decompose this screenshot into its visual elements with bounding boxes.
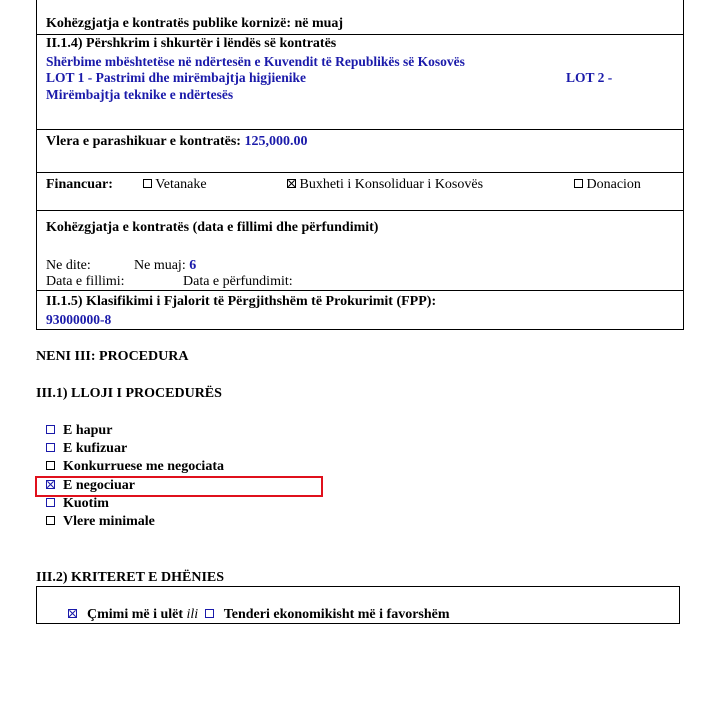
highlight-box — [35, 476, 323, 497]
checkbox-icon — [46, 498, 55, 507]
divider — [36, 129, 684, 130]
description-line: Shërbime mbështetëse në ndërtesën e Kuvendit të Republikës së Kosovës — [46, 54, 465, 69]
criteria-lowest-price: Çmimi më i ulët — [87, 607, 184, 622]
lot2-continuation: Mirëmbajtja teknike e ndërtesës — [46, 87, 234, 102]
checkbox-icon — [46, 443, 55, 452]
procedure-option-label: Vlere minimale — [63, 514, 155, 529]
award-criteria-row — [68, 607, 450, 623]
months-value: 6 — [189, 258, 197, 273]
criteria-or: ili — [186, 607, 199, 622]
procedure-option-kuotim[interactable] — [46, 496, 109, 512]
procedure-option-label: Kuotim — [63, 496, 109, 511]
procedure-option-vlere-minimale[interactable] — [46, 514, 155, 530]
estimated-value-row — [46, 134, 307, 150]
procedure-option-label: E hapur — [63, 423, 113, 438]
cpv-code: 93000000-8 — [46, 312, 112, 327]
checkbox-icon — [143, 179, 152, 188]
cpv-title: II.1.5) Klasifikimi i Fjalorit të Përgjithshëm të Prokurimit (FPP): — [46, 294, 437, 309]
checkbox-checked-icon — [287, 179, 296, 188]
checkbox-icon[interactable] — [205, 609, 214, 618]
procedure-option-label: E kufizuar — [63, 441, 128, 456]
framework-duration-label: Kohëzgjatja e kontratës publike kornizë: në muaj — [46, 16, 344, 31]
estimated-value: 125,000.00 — [244, 134, 308, 149]
end-date-label: Data e përfundimit: — [183, 274, 293, 289]
procedure-option-label: E negociuar — [63, 478, 135, 493]
fin-option-label: Donacion — [586, 177, 641, 192]
checkbox-icon — [46, 425, 55, 434]
procedure-option-konkurruese[interactable] — [46, 459, 224, 475]
procedure-heading: NENI III: PROCEDURA — [36, 349, 189, 364]
checkbox-icon — [574, 179, 583, 188]
checkbox-icon — [46, 516, 55, 525]
fin-option-label: Vetanake — [155, 177, 207, 192]
fin-option-donacion[interactable] — [574, 177, 641, 193]
criteria-most-favourable: Tenderi ekonomikisht më i favorshëm — [223, 607, 450, 622]
days-label: Ne dite: — [46, 258, 91, 273]
start-date-label: Data e fillimi: — [46, 274, 125, 289]
lot2-text: LOT 2 - — [566, 70, 613, 85]
divider — [36, 290, 684, 291]
lot1-text: LOT 1 - Pastrimi dhe mirëmbajtja higjienike — [46, 70, 306, 85]
procedure-option-e-kufizuar[interactable] — [46, 441, 127, 457]
award-criteria-heading: III.2) KRITERET E DHËNIES — [36, 570, 225, 585]
fin-option-vetanake[interactable] — [143, 177, 207, 193]
fin-option-buxheti[interactable] — [287, 177, 483, 193]
duration-title: Kohëzgjatja e kontratës (data e fillimi dhe përfundimit) — [46, 220, 379, 235]
checkbox-icon — [46, 461, 55, 470]
estimated-value-label: Vlera e parashikuar e kontratës: — [46, 134, 241, 149]
divider — [36, 34, 684, 35]
procedure-option-e-hapur[interactable] — [46, 423, 112, 439]
checkbox-checked-icon[interactable] — [68, 609, 77, 618]
fin-option-label: Buxheti i Konsoliduar i Kosovës — [299, 177, 484, 192]
procedure-type-heading: III.1) LLOJI I PROCEDURËS — [36, 386, 222, 401]
divider — [36, 172, 684, 173]
divider — [36, 210, 684, 211]
financed-label: Financuar: — [46, 177, 113, 192]
procedure-option-label: Konkurruese me negociata — [63, 459, 224, 474]
months-row — [134, 258, 196, 274]
short-description-title: II.1.4) Përshkrim i shkurtër i lëndës së kontratës — [46, 36, 337, 51]
months-label: Ne muaj: — [134, 258, 186, 273]
